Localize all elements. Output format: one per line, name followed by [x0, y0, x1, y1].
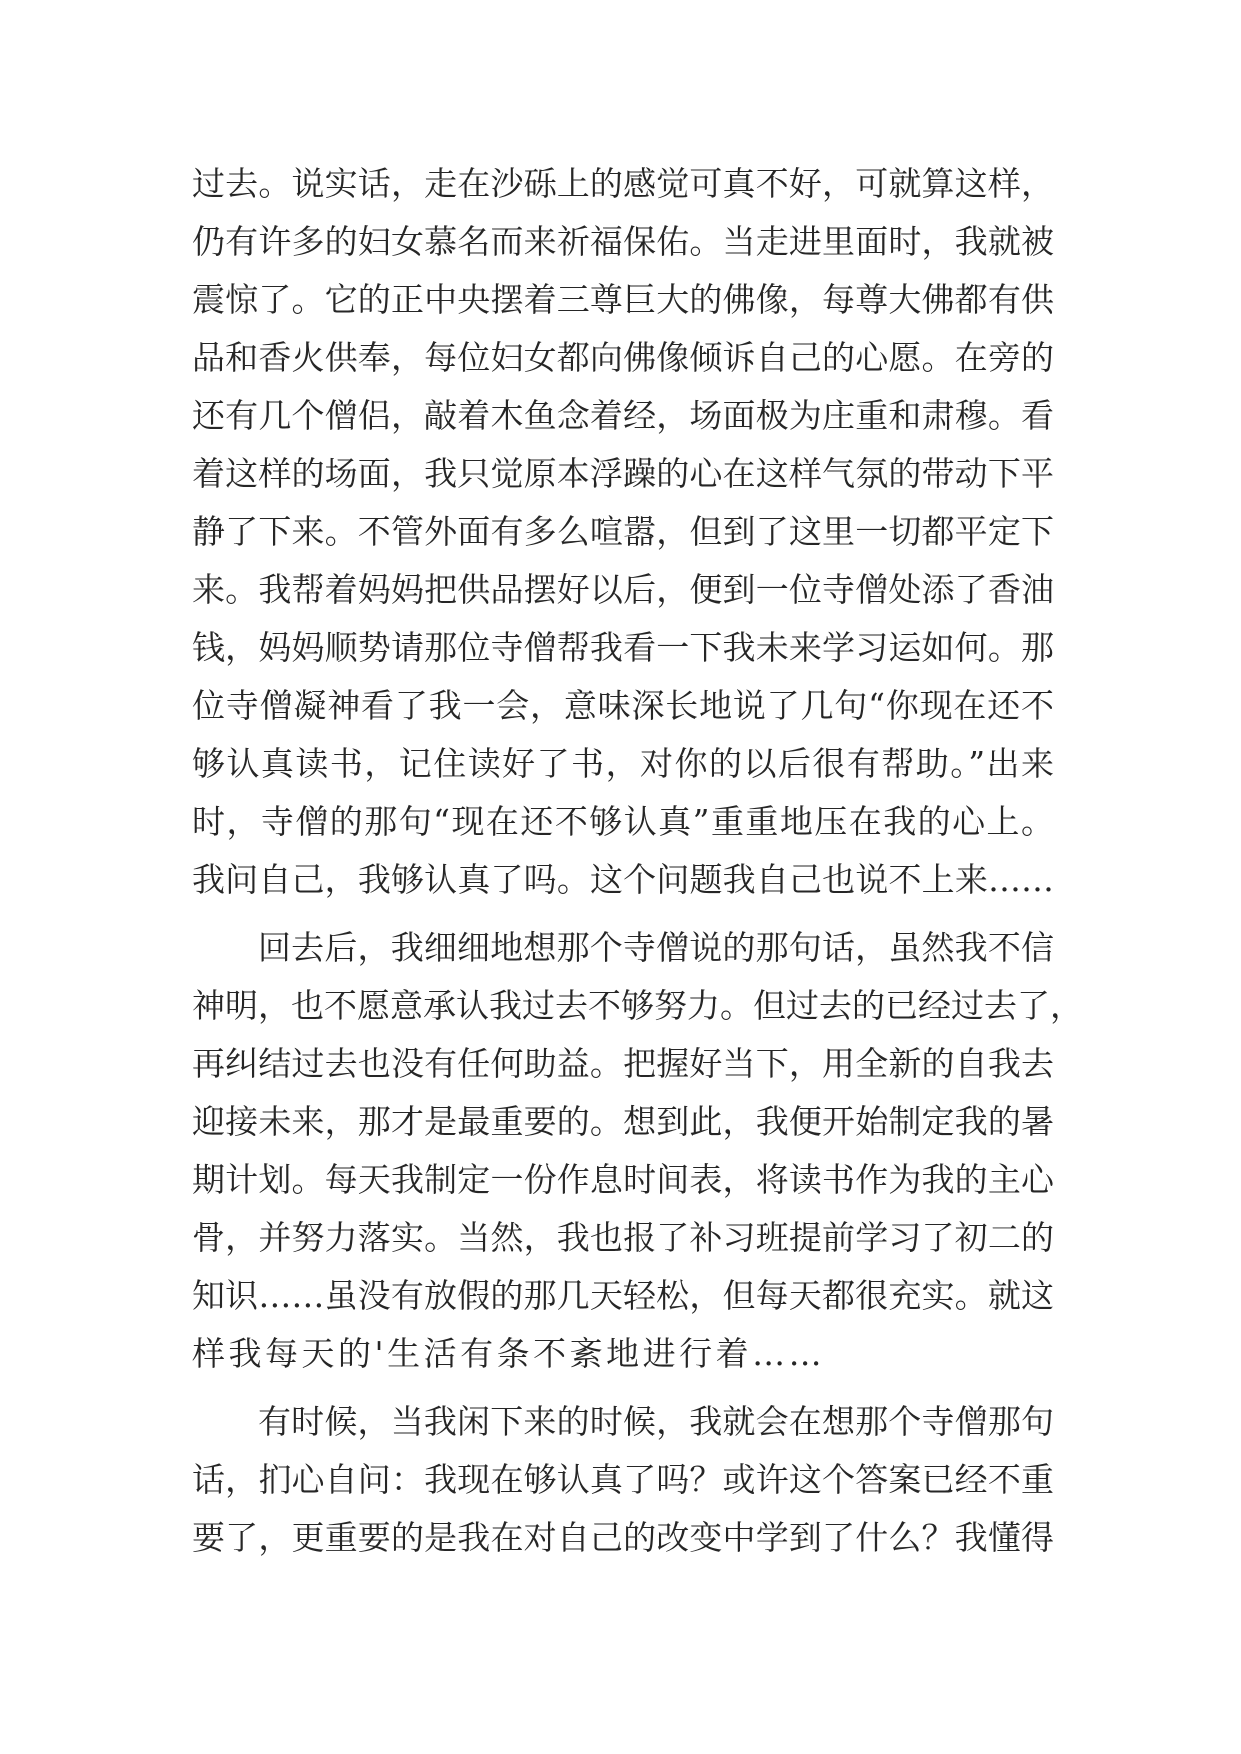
text-line: 期计划。每天我制定一份作息时间表，将读书作为我的主心 [192, 1160, 1054, 1199]
paragraph [192, 1393, 1054, 1567]
text-line: 要了，更重要的是我在对自己的改变中学到了什么？我懂得 [192, 1518, 1054, 1557]
text-line: 静了下来。不管外面有多么喧嚣，但到了这里一切都平定下 [192, 512, 1054, 551]
text-line: 仍有许多的妇女慕名而来祈福保佑。当走进里面时，我就被 [192, 222, 1054, 261]
text-line: 神明，也不愿意承认我过去不够努力。但过去的已经过去了， [192, 986, 1083, 1025]
text-line: 钱，妈妈顺势请那位寺僧帮我看一下我未来学习运如何。那 [192, 628, 1054, 667]
paragraph-gap [192, 1383, 1054, 1393]
text-line: 样我每天的'生活有条不紊地进行着…… [192, 1334, 826, 1373]
text-line: 时，寺僧的那句“现在还不够认真”重重地压在我的心上。 [192, 802, 1054, 841]
text-line: 我问自己，我够认真了吗。这个问题我自己也说不上来…… [192, 860, 1054, 899]
paragraph [192, 919, 1083, 1383]
text-line: 再纠结过去也没有任何助益。把握好当下，用全新的自我去 [192, 1044, 1054, 1083]
text-line: 有时候，当我闲下来的时候，我就会在想那个寺僧那句 [258, 1402, 1054, 1441]
text-line: 震惊了。它的正中央摆着三尊巨大的佛像，每尊大佛都有供 [192, 280, 1054, 319]
text-line: 回去后，我细细地想那个寺僧说的那句话，虽然我不信 [258, 928, 1054, 967]
text-line: 位寺僧凝神看了我一会，意味深长地说了几句“你现在还不 [192, 686, 1054, 725]
document-body [192, 155, 1083, 1567]
text-line: 过去。说实话，走在沙砾上的感觉可真不好，可就算这样， [192, 164, 1054, 203]
text-line: 品和香火供奉，每位妇女都向佛像倾诉自己的心愿。在旁的 [192, 338, 1054, 377]
text-line: 话，扪心自问：我现在够认真了吗？或许这个答案已经不重 [192, 1460, 1054, 1499]
text-line: 还有几个僧侣，敲着木鱼念着经，场面极为庄重和肃穆。看 [192, 396, 1054, 435]
text-line: 来。我帮着妈妈把供品摆好以后，便到一位寺僧处添了香油 [192, 570, 1054, 609]
text-line: 够认真读书，记住读好了书，对你的以后很有帮助。”出来 [192, 744, 1054, 783]
text-line: 迎接未来，那才是最重要的。想到此，我便开始制定我的暑 [192, 1102, 1054, 1141]
text-line: 着这样的场面，我只觉原本浮躁的心在这样气氛的带动下平 [192, 454, 1054, 493]
text-line: 知识……虽没有放假的那几天轻松，但每天都很充实。就这 [192, 1276, 1054, 1315]
paragraph [192, 155, 1054, 909]
text-line: 骨，并努力落实。当然，我也报了补习班提前学习了初二的 [192, 1218, 1054, 1257]
paragraph-gap [192, 909, 1054, 919]
